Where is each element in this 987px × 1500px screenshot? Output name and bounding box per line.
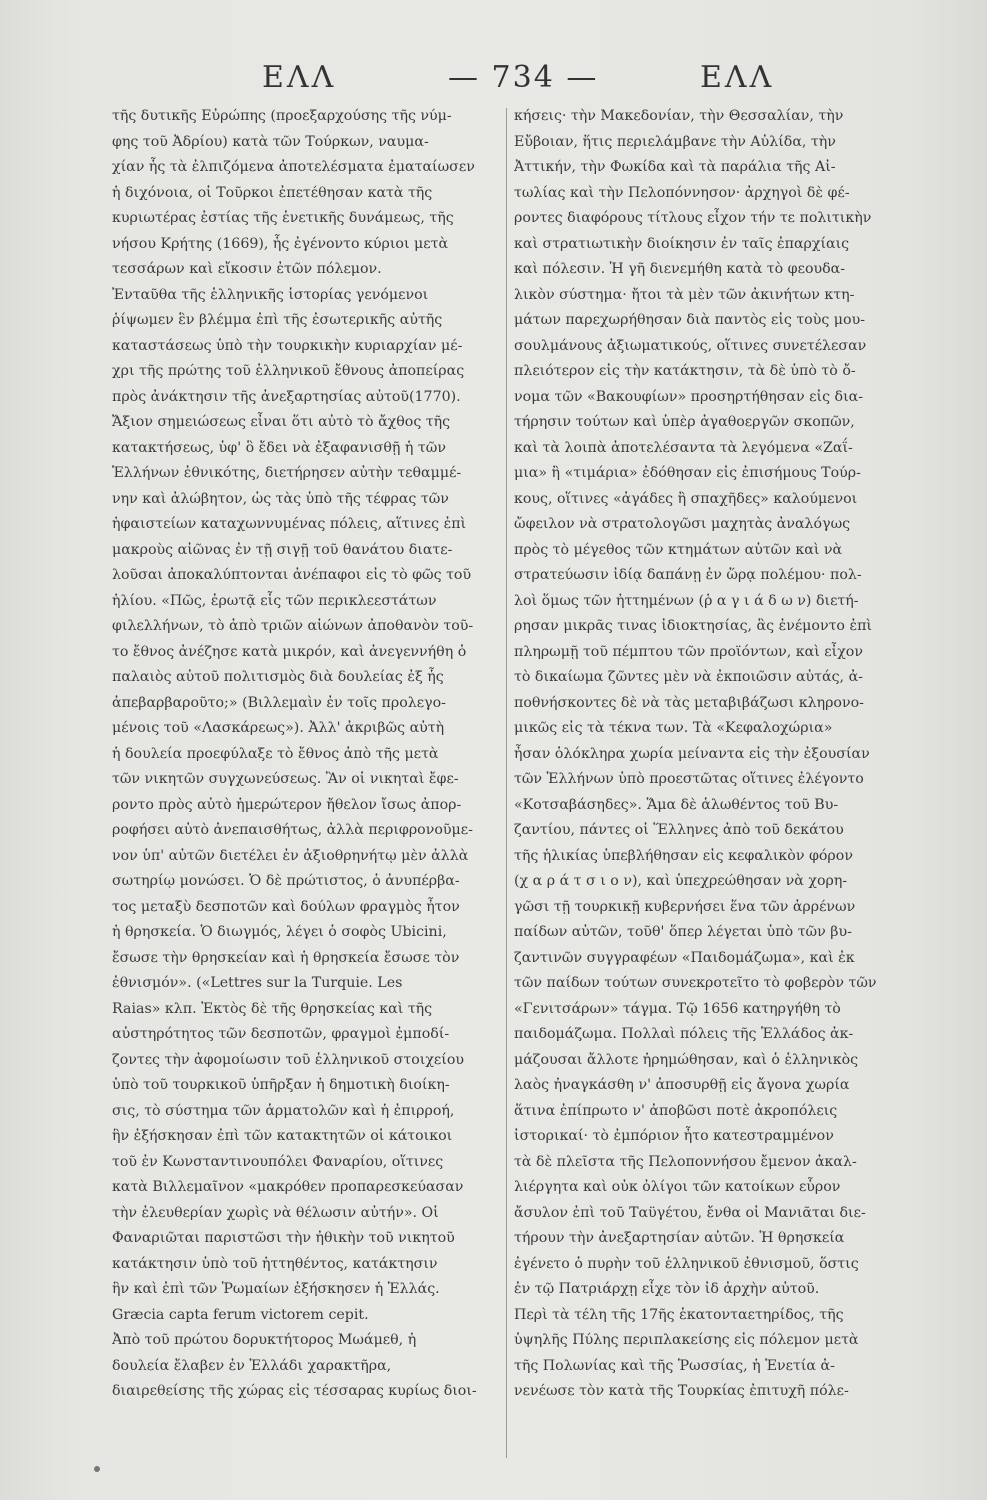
text-line: κήσεις· τὴν Μακεδονίαν, τὴν Θεσσαλίαν, τὴν [514, 108, 844, 124]
text-line: ἀπεβαρβαροῦτο;» (Βιλλεμαὶν ἐν τοῖς προλεγο- [112, 694, 446, 711]
text-line: πλειότερον εἰς τὴν κατάκτησιν, τὰ δὲ ὑπὸ τὸ ὄ- [514, 363, 856, 379]
text-line: ὑπὸ τοῦ τουρκικοῦ ὑπῆρξαν ἡ δημοτικὴ διοίκη- [112, 1077, 450, 1093]
text-line: κατάκτησιν ὑπὸ τοῦ ἡττηθέντος, κατάκτησιν [112, 1255, 438, 1272]
text-line: καὶ στρατιωτικὴν διοίκησιν ἐν ταῖς ἐπαρχίαις [514, 235, 850, 252]
text-line: τήρησιν τούτων καὶ ὑπὲρ ἀγαθοεργῶν σκοπῶν, [514, 414, 855, 430]
text-line: λιέργητα καὶ οὐκ ὀλίγοι τῶν κατοίκων εὗρον [514, 1179, 841, 1195]
text-line: ἡλίου. «Πῶς, ἐρωτᾷ εἷς τῶν περικλεεστάτων [112, 592, 437, 609]
text-line: ἔσωσε τὴν θρησκείαν καὶ ἡ θρησκεία ἔσωσε τὸν [112, 949, 460, 966]
text-line: δουλεία ἔλαβεν ἐν Ἑλλάδι χαρακτῆρα, [112, 1357, 392, 1374]
text-line: ἱστορικαί· τὸ ἐμπόριον ἦτο κατεστραμμένον [514, 1128, 834, 1144]
running-header [0, 52, 987, 102]
text-line: φιλελλήνων, τὸ ἀπὸ τριῶν αἰώνων ἀποθανὸν τοῦ- [112, 618, 474, 634]
text-line: ἅτινα ἐπίπρωτο ν' ἀποβῶσι ποτὲ ἀκροπόλεις [514, 1102, 838, 1119]
text-line: ἡφαιστείων καταχωννυμένας πόλεις, αἵτινες ἐπὶ [112, 516, 467, 532]
text-line: ἐθνισμόν». («Lettres sur la Turquie. Les [112, 975, 403, 991]
text-line: νενέωσε τὸν κατὰ τῆς Τουρκίας ἐπιτυχῆ πόλε- [514, 1383, 849, 1399]
text-line: κυριωτέρας ἑστίας τῆς ἑνετικῆς δυνάμεως, τῆς [112, 210, 454, 226]
text-line: Ἄξιον σημειώσεως εἶναι ὅτι αὐτὸ τὸ ἄχθος τῆς [112, 414, 451, 430]
text-line: τεσσάρων καὶ εἴκοσιν ἐτῶν πόλεμον. [112, 261, 382, 277]
text-line: παίδων αὐτῶν, τοῦθ' ὅπερ λέγεται ὑπὸ τῶν βυ- [514, 924, 852, 940]
text-line: λοῦσαι ἀποκαλύπτονται ἀνέπαφοι εἰς τὸ φῶς τοῦ [112, 567, 472, 583]
text-line: τωλίας καὶ τὴν Πελοπόννησον· ἀρχηγοὶ δὲ φέ- [514, 184, 850, 201]
text-line: νην καὶ ἀλώβητον, ὡς τὰς ὑπὸ τῆς τέφρας τῶν [112, 490, 449, 507]
text-line: ρησαν μικρᾶς τινας ἰδιοκτησίας, ἃς ἐνέμοντο ἐπὶ [514, 618, 872, 634]
text-line: κατακτήσεως, ὑφ' ὃ ἔδει νὰ ἐξαφανισθῇ ἡ τῶν [112, 439, 446, 456]
text-line: Εὔβοιαν, ἥτις περιελάμβανε τὴν Αὐλίδα, τὴν [514, 133, 836, 150]
text-line: τῆς ἡλικίας ὑπεβλήθησαν εἰς κεφαλικὸν φόρον [514, 847, 853, 864]
text-line: τῆς Πολωνίας καὶ τῆς Ῥωσσίας, ἡ Ἑνετία ἀ- [514, 1357, 835, 1374]
text-line: (χ α ρ ά τ σ ι ο ν), καὶ ὑπεχρεώθησαν νὰ χορη- [514, 873, 848, 889]
text-line: Περὶ τὰ τέλη τῆς 17ῆς ἑκατονταετηρίδος, τῆς [514, 1306, 844, 1323]
text-line: Græcia capta ferum victorem cepit. [112, 1306, 369, 1323]
text-line: τῶν Ἑλλήνων ὑπὸ προεστῶτας οἵτινες ἐλέγοντο [514, 771, 864, 787]
text-line: ἡ δουλεία προεφύλαξε τὸ ἔθνος ἀπὸ τῆς μετὰ [112, 745, 439, 762]
text-line: χίαν ἧς τὰ ἐλπιζόμενα ἀποτελέσματα ἐματαίωσεν [112, 159, 475, 175]
column-divider [506, 108, 507, 1458]
text-line: τὴν ἐλευθερίαν χωρὶς νὰ θέλωσιν αὐτήν». Οἱ [112, 1204, 439, 1221]
text-line: νον ὑπ' αὐτῶν διετέλει ἐν ἀξιοθρηνήτῳ μὲν ἀλλὰ [112, 847, 469, 864]
text-line: τος μεταξὺ δεσποτῶν καὶ δούλων φραγμὸς ἦτον [112, 898, 460, 915]
text-line: παλαιὸς αὐτοῦ πολιτισμὸς διὰ δουλείας ἐξ ἧς [112, 669, 444, 685]
text-line: λοὶ ὅμως τῶν ἠττημένων (ῥ α γ ι ά δ ω ν) διετή- [514, 592, 859, 609]
text-line: μένοις τοῦ «Λασκάρεως»). Ἀλλ' ἀκριβῶς αὐτὴ [112, 720, 445, 736]
text-line: ἡ θρησκεία. Ὁ διωγμός, λέγει ὁ σοφὸς Ubicini, [112, 924, 447, 940]
text-line: πληρωμῇ τοῦ πέμπτου τῶν προϊόντων, καὶ εἶχον [514, 643, 863, 660]
text-line: τήρουν τὴν ἀνεξαρτησίαν αὐτῶν. Ἡ θρησκεία [514, 1230, 845, 1246]
text-line: νομα τῶν «Βακουφίων» προσηρτήθησαν εἰς δια- [514, 388, 864, 405]
text-line: μια» ἢ «τιμάρια» ἐδόθησαν εἰς ἐπισήμους Τούρ- [514, 465, 861, 481]
text-line: Ἀττικήν, τὴν Φωκίδα καὶ τὰ παράλια τῆς Αἰ- [514, 159, 836, 175]
text-line: «Γενιτσάρων» τάγμα. Τῷ 1656 κατηργήθη τὸ [514, 1000, 841, 1017]
text-line: ζαντίου, πάντες οἱ Ἕλληνες ἀπὸ τοῦ δεκάτου [514, 822, 844, 838]
text-line: ἐν τῷ Πατριάρχῃ εἶχε τὸν ἰδ ἀρχὴν αὐτοῦ. [514, 1281, 820, 1297]
text-line: ῥίψωμεν ἓν βλέμμα ἐπὶ τῆς ἐσωτερικῆς αὐτῆς [112, 312, 443, 328]
text-line: Raias» κλπ. Ἐκτὸς δὲ τῆς θρησκείας καὶ τῆς [112, 1000, 433, 1017]
text-line: ἣν ἐξήσκησαν ἐπὶ τῶν κατακτητῶν οἱ κάτοικοι [112, 1128, 453, 1144]
text-line: τοῦ ἐν Κωνσταντινουπόλει Φαναρίου, οἵτινες [112, 1153, 444, 1170]
text-line: λαὸς ἠναγκάσθη ν' ἀποσυρθῇ εἰς ἄγονα χωρία [514, 1077, 850, 1093]
text-line: αὐστηρότητος τῶν δεσποτῶν, φραγμοὶ ἐμποδί- [112, 1026, 450, 1042]
text-line: καὶ πόλεσιν. Ἡ γῆ διενεμήθη κατὰ τὸ φεουδα- [514, 261, 846, 277]
text-line: ζαντινῶν συγγραφέων «Παιδομάζωμα», καὶ ἐκ [514, 949, 855, 966]
text-line: ροντες διαφόρους τίτλους εἶχον τήν τε πολιτικὴν [514, 210, 872, 226]
text-line: ροντο πρὸς αὐτὸ ἡμερώτερον ἤθελον ἴσως ἀπορ- [112, 796, 462, 813]
text-line: πρὸς τὸ μέγεθος τῶν κτημάτων αὐτῶν καὶ νὰ [514, 541, 843, 558]
text-line: Φαναριῶται παριστῶσι τὴν ἠθικὴν τοῦ νικητοῦ [112, 1230, 455, 1246]
text-line: Ἐνταῦθα τῆς ἑλληνικῆς ἱστορίας γενόμενοι [112, 286, 429, 303]
text-line: λικὸν σύστημα· ἤτοι τὰ μὲν τῶν ἀκινήτων κτη- [514, 286, 855, 303]
text-line: παιδομάζωμα. Πολλαὶ πόλεις τῆς Ἑλλάδος ἀκ- [514, 1026, 854, 1042]
text-line: τῶν παίδων τούτων συνεκροτεῖτο τὸ φοβερὸν τῶν [514, 975, 877, 991]
text-line: χρι τῆς πρώτης τοῦ ἑλληνικοῦ ἔθνους ἀποπείρας [112, 363, 465, 379]
text-line: τῶν νικητῶν συγχωνεύσεως. Ἂν οἱ νικηταὶ ἔφε- [112, 771, 459, 787]
text-line: το ἔθνος ἀνέζησε κατὰ μικρόν, καὶ ἀνεγεννήθη ὁ [112, 643, 467, 660]
text-line: «Κοτσαβάσηδες». Ἅμα δὲ ἁλωθέντος τοῦ Βυ- [514, 796, 839, 813]
text-line: ἡ διχόνοια, οἱ Τοῦρκοι ἐπετέθησαν κατὰ τῆς [112, 184, 433, 201]
text-line: μικῶς εἰς τὰ τέκνα των. Τὰ «Κεφαλοχώρια» [514, 720, 833, 736]
ink-speck [94, 1466, 100, 1472]
text-line: καταστάσεως ὑπὸ τὴν τουρκικὴν κυριαρχίαν μέ- [112, 337, 463, 354]
text-line: κους, οἵτινες «ἀγάδες ἢ σπαχῆδες» καλούμενοι [514, 490, 858, 507]
text-line: μάζουσαι ἄλλοτε ἠρημώθησαν, καὶ ὁ ἑλληνικὸς [514, 1051, 859, 1068]
text-line: ζοντες τὴν ἀφομοίωσιν τοῦ ἑλληνικοῦ στοιχείου [112, 1051, 464, 1068]
text-line: ὤφειλον νὰ στρατολογῶσι μαχητὰς ἀναλόγως [514, 516, 851, 532]
text-line: σις, τὸ σύστημα τῶν ἁρματολῶν καὶ ἡ ἐπιρροή, [112, 1102, 455, 1119]
text-line: τῆς δυτικῆς Εὐρώπης (προεξαρχούσης τῆς νύμ- [112, 108, 452, 124]
text-line: Ἑλλήνων ἐθνικότης, διετήρησεν αὐτὴν τεθαμμέ- [112, 465, 462, 481]
header-right-word: ΕΛΛ [700, 60, 775, 95]
text-line: ροφήσει αὐτὸ ἀνεπαισθήτως, ἀλλὰ περιφρονοῦμε- [112, 822, 473, 838]
text-line: ἣν καὶ ἐπὶ τῶν Ῥωμαίων ἐξήσκησεν ἡ Ἑλλάς. [112, 1281, 440, 1297]
page-number: — 734 — [448, 60, 599, 95]
text-line: τὸ δικαίωμα ζῶντες μὲν νὰ ἐκποιῶσιν αὐτάς, ἀ- [514, 669, 863, 685]
text-line: ποθνήσκοντες δὲ νὰ τὰς μεταβιβάζωσι κληρονο- [514, 694, 864, 711]
header-left-word: ΕΛΛ [262, 60, 337, 95]
text-line: μάτων παρεχωρήθησαν διὰ παντὸς εἰς τοὺς μου- [514, 312, 865, 328]
text-line: γῶσι τῇ τουρκικῇ κυβερνήσει ἕνα τῶν ἀρρένων [514, 898, 856, 915]
text-line: καὶ τὰ λοιπὰ ἀποτελέσαντα τὰ λεγόμενα «Ζαΐ- [514, 439, 853, 456]
text-line: στρατεύωσιν ἰδίᾳ δαπάνῃ ἐν ὥρᾳ πολέμου· πολ- [514, 567, 862, 583]
text-line: σουλμάνους ἀξιωματικούς, οἵτινες συνετέλεσαν [514, 337, 867, 354]
text-line: διαιρεθείσης τῆς χώρας εἰς τέσσαρας κυρίως διοι- [112, 1383, 477, 1399]
text-line: Ἀπὸ τοῦ πρώτου δορυκτήτορος Μωάμεθ, ἡ [112, 1332, 417, 1348]
left-text-column [112, 104, 512, 1405]
text-line: φης τοῦ Ἀδρίου) κατὰ τῶν Τούρκων, ναυμα- [112, 133, 429, 150]
text-line: πρὸς ἀνάκτησιν τῆς ἀνεξαρτησίας αὐτοῦ(1770). [112, 388, 461, 405]
text-line: μακροὺς αἰῶνας ἐν τῇ σιγῇ τοῦ θανάτου διατε- [112, 541, 453, 558]
text-line: σωτηρίῳ μονώσει. Ὁ δὲ πρώτιστος, ὁ ἀνυπέρβα- [112, 873, 460, 889]
text-line: νήσου Κρήτης (1669), ἧς ἐγένοντο κύριοι μετὰ [112, 235, 449, 252]
text-line: ἐγένετο ὁ πυρὴν τοῦ ἑλληνικοῦ ἐθνισμοῦ, ὅστις [514, 1255, 859, 1272]
text-line: τὰ δὲ πλεῖστα τῆς Πελοποννήσου ἔμενον ἀκαλ- [514, 1153, 857, 1170]
text-line: κατὰ Βιλλεμαῖνον «μακρόθεν προπαρεσκεύασαν [112, 1179, 464, 1195]
text-line: ἦσαν ὁλόκληρα χωρία μείναντα εἰς τὴν ἐξουσίαν [514, 745, 870, 762]
text-line: ὑψηλῆς Πύλης περιπλακείσης εἰς πόλεμον μετὰ [514, 1332, 859, 1348]
right-text-column [514, 104, 916, 1405]
text-line: ἄσυλον ἐπὶ τοῦ Ταϋγέτου, ἔνθα οἱ Μανιᾶται διε- [514, 1204, 866, 1221]
